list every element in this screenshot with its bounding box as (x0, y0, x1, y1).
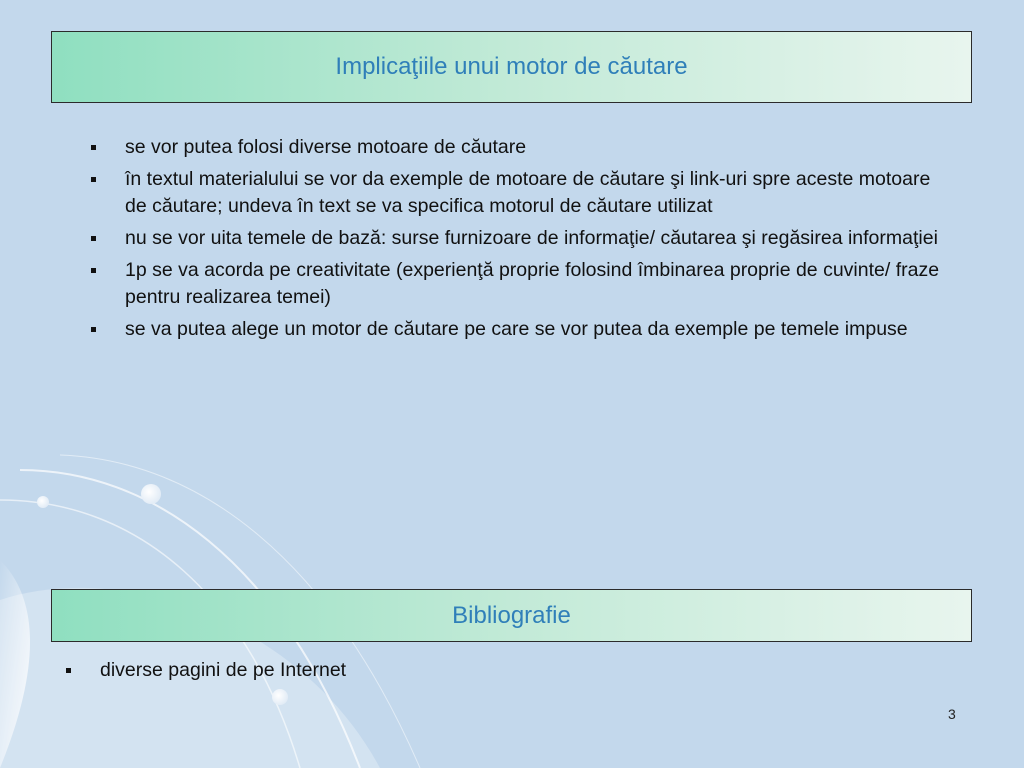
list-item (125, 166, 945, 220)
list-item (125, 225, 945, 252)
bullet-text: nu se vor uita temele de bază: surse furnizoare de informaţie/ căutarea şi regăsirea informaţiei (125, 227, 938, 249)
square-bullet-icon (91, 268, 96, 273)
page-number: 3 (948, 706, 956, 722)
bullet-text: în textul materialului se vor da exemple de motoare de căutare şi link-uri spre aceste motoare de căutare; undeva în text se va specifica motorul de căutare utilizat (125, 168, 931, 217)
bullet-list (125, 134, 945, 348)
square-bullet-icon (66, 668, 71, 673)
square-bullet-icon (91, 236, 96, 241)
bibliography-title-box (51, 589, 972, 642)
bibliography-list (100, 657, 700, 684)
bibliography-title: Bibliografie (452, 601, 571, 629)
bullet-text: se va putea alege un motor de căutare pe care se vor putea da exemple pe temele impuse (125, 318, 908, 340)
list-item (125, 316, 945, 343)
bibliography-item: diverse pagini de pe Internet (100, 659, 347, 681)
bullet-text: 1p se va acorda pe creativitate (experienţă proprie folosind îmbinarea proprie de cuvinte/ fraze pentru realizarea temei) (125, 259, 940, 308)
square-bullet-icon (91, 145, 96, 150)
list-item (100, 657, 700, 684)
square-bullet-icon (91, 327, 96, 332)
bullet-text: se vor putea folosi diverse motoare de căutare (125, 136, 527, 158)
square-bullet-icon (91, 177, 96, 182)
list-item (125, 257, 945, 311)
list-item (125, 134, 945, 161)
slide-title-box (51, 31, 972, 103)
slide-title: Implicaţiile unui motor de căutare (335, 53, 688, 80)
